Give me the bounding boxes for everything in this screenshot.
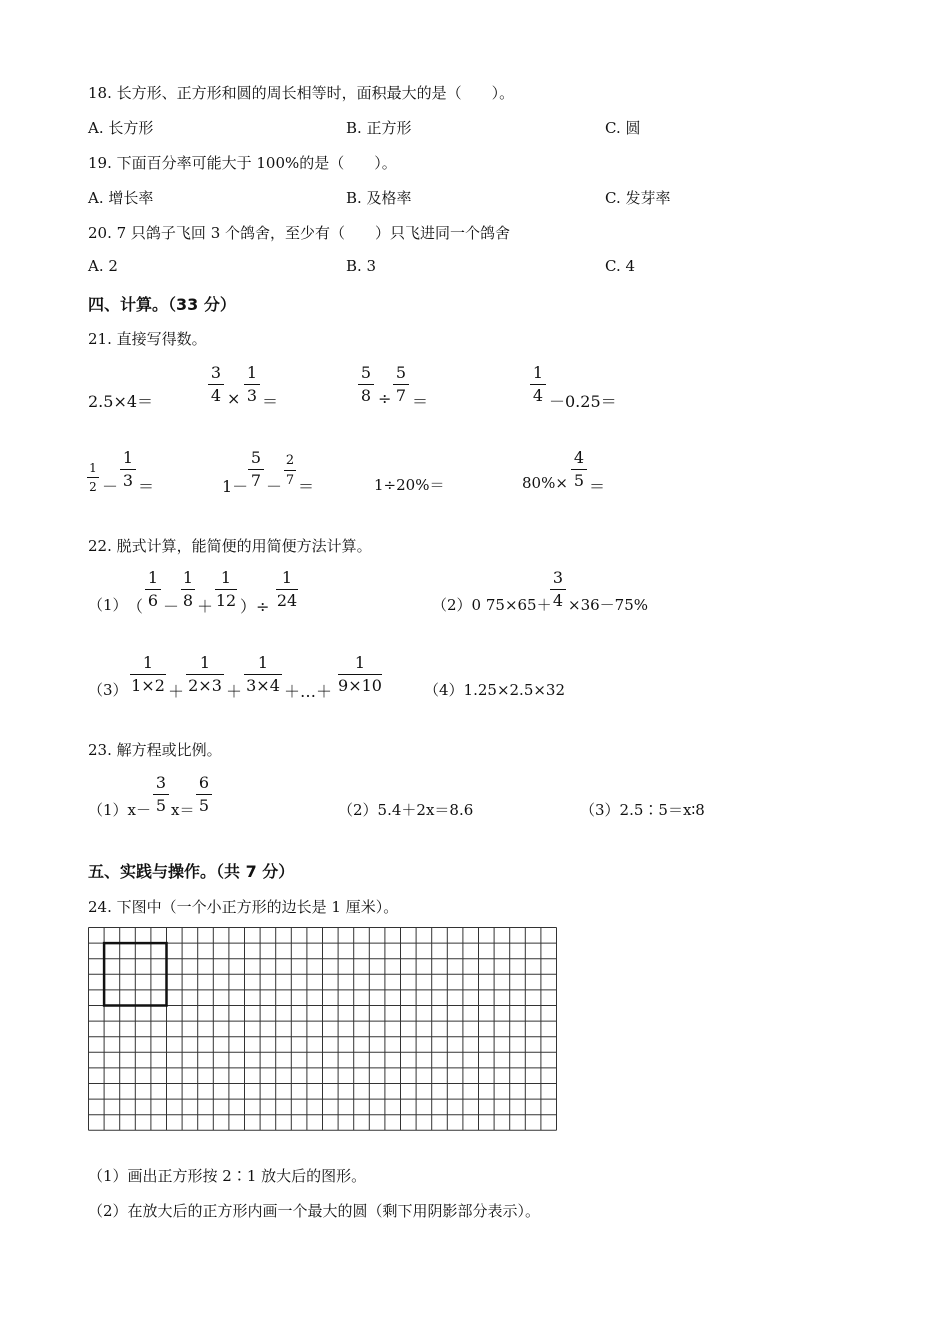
numerator: 1 [142, 653, 154, 672]
fraction [550, 570, 566, 609]
denominator: 8 [182, 591, 194, 610]
q19-stem: 19. 下面百分率可能大于 100%的是（ ）。 [88, 154, 397, 172]
numerator: 1 [220, 568, 232, 587]
prefix: 80%× [522, 474, 568, 492]
denominator: 4 [210, 386, 222, 405]
q20-stem: 20. 7 只鸽子飞回 3 个鸽舍，至少有（ ）只飞进同一个鸽舍 [88, 224, 511, 242]
equals: ＝ [589, 477, 606, 496]
numerator: 1 [147, 568, 159, 587]
equals: ＝ [298, 477, 315, 496]
fraction [244, 655, 282, 694]
q23-part2: （2）5.4＋2x＝8.6 [338, 801, 474, 819]
fraction [215, 570, 237, 609]
numerator: 4 [573, 448, 585, 467]
ellipsis-sum: ＋…＋ [284, 682, 333, 701]
fraction [276, 570, 298, 609]
q20-option-c: C. 4 [605, 257, 636, 275]
numerator: 1 [246, 363, 258, 382]
q21-r2c3: 1÷20%＝ [374, 476, 445, 494]
plus: ＋ [168, 682, 185, 701]
numerator: 1 [257, 653, 269, 672]
fraction [153, 775, 169, 814]
q18-option-c: C. 圆 [605, 119, 641, 137]
denominator: 3 [122, 471, 134, 490]
fraction [130, 655, 166, 694]
middle: x＝ [171, 801, 195, 819]
fraction [530, 365, 546, 404]
q21-r1c1: 2.5×4＝ [88, 392, 154, 411]
operator: － [163, 597, 180, 616]
numerator: 5 [360, 363, 372, 382]
q20-option-a: A. 2 [88, 257, 118, 275]
label: （1） [88, 596, 128, 614]
denominator: 12 [215, 591, 237, 610]
q19-option-a: A. 增长率 [88, 189, 154, 207]
denominator: 2×3 [188, 676, 222, 695]
numerator: 1 [122, 448, 134, 467]
denominator: 1×2 [131, 676, 165, 695]
fraction [181, 570, 195, 609]
numerator: 1 [532, 363, 544, 382]
denominator: 4 [532, 386, 544, 405]
q18-option-a: A. 长方形 [88, 119, 154, 137]
prefix: 1－ [222, 477, 249, 496]
numerator: 6 [198, 773, 210, 792]
operator: － [102, 477, 119, 496]
denominator: 6 [147, 591, 159, 610]
q23-stem: 23. 解方程或比例。 [88, 741, 222, 759]
denominator: 3 [246, 386, 258, 405]
denominator: 5 [155, 796, 167, 815]
numerator: 3 [210, 363, 222, 382]
equals: ＝ [412, 392, 429, 411]
prefix: （1）x－ [88, 801, 152, 819]
numerator: 5 [250, 448, 262, 467]
open-paren: （ [127, 597, 144, 616]
q18-option-b: B. 正方形 [346, 119, 412, 137]
expression-rest: －0.25＝ [549, 392, 617, 411]
fraction [120, 450, 136, 489]
q18-stem: 18. 长方形、正方形和圆的周长相等时，面积最大的是（ ）。 [88, 84, 515, 102]
close-divide: ）÷ [240, 597, 270, 616]
fraction [208, 365, 224, 404]
q19-option-b: B. 及格率 [346, 189, 412, 207]
q22-part4: （4）1.25×2.5×32 [424, 681, 566, 699]
q24-sub1: （1）画出正方形按 2∶1 放大后的图形。 [88, 1167, 367, 1185]
label: （3） [88, 681, 128, 699]
denominator: 3×4 [246, 676, 280, 695]
q24-sub2: （2）在放大后的正方形内画一个最大的圆（剩下用阴影部分表示）。 [88, 1202, 541, 1220]
fraction [186, 655, 224, 694]
equals: ＝ [262, 392, 279, 411]
numerator: 1 [199, 653, 211, 672]
fraction [248, 450, 264, 489]
square-grid [88, 927, 558, 1133]
numerator: 1 [182, 568, 194, 587]
operator: ＋ [197, 597, 214, 616]
fraction [393, 365, 409, 404]
numerator: 1 [354, 653, 366, 672]
section-4-title: 四、计算。（33 分） [88, 295, 236, 314]
fraction [145, 570, 161, 609]
fraction [338, 655, 382, 694]
numerator: 3 [155, 773, 167, 792]
plus: ＋ [226, 682, 243, 701]
denominator: 7 [250, 471, 262, 490]
q24-stem: 24. 下图中（一个小正方形的边长是 1 厘米）。 [88, 898, 399, 916]
denominator: 5 [198, 796, 210, 815]
q23-part3: （3）2.5∶5＝x∶8 [580, 801, 705, 819]
numerator: 3 [552, 568, 564, 587]
q21-stem: 21. 直接写得数。 [88, 330, 207, 348]
expression-rest: ×36－75% [568, 596, 648, 614]
q22-stem: 22. 脱式计算，能简便的用简便方法计算。 [88, 537, 372, 555]
numerator: 1 [89, 461, 97, 475]
denominator: 9×10 [338, 676, 382, 695]
fraction [358, 365, 374, 404]
denominator: 4 [552, 591, 564, 610]
numerator: 2 [285, 453, 295, 468]
denominator: 7 [395, 386, 407, 405]
label: （2）0 75×65＋ [432, 596, 552, 614]
denominator: 2 [89, 480, 97, 494]
fraction [244, 365, 260, 404]
operator: － [266, 477, 283, 496]
operator: × [227, 389, 241, 408]
fraction [284, 454, 296, 487]
q19-option-c: C. 发芽率 [605, 189, 671, 207]
denominator: 24 [276, 591, 298, 610]
denominator: 7 [285, 473, 295, 488]
operator: ÷ [378, 389, 392, 408]
denominator: 8 [360, 386, 372, 405]
numerator: 5 [395, 363, 407, 382]
numerator: 1 [281, 568, 293, 587]
equals: ＝ [138, 477, 155, 496]
fraction [87, 462, 99, 493]
fraction [196, 775, 212, 814]
q20-option-b: B. 3 [346, 257, 377, 275]
fraction [571, 450, 587, 489]
section-5-title: 五、实践与操作。（共 7 分） [88, 862, 295, 881]
denominator: 5 [573, 471, 585, 490]
